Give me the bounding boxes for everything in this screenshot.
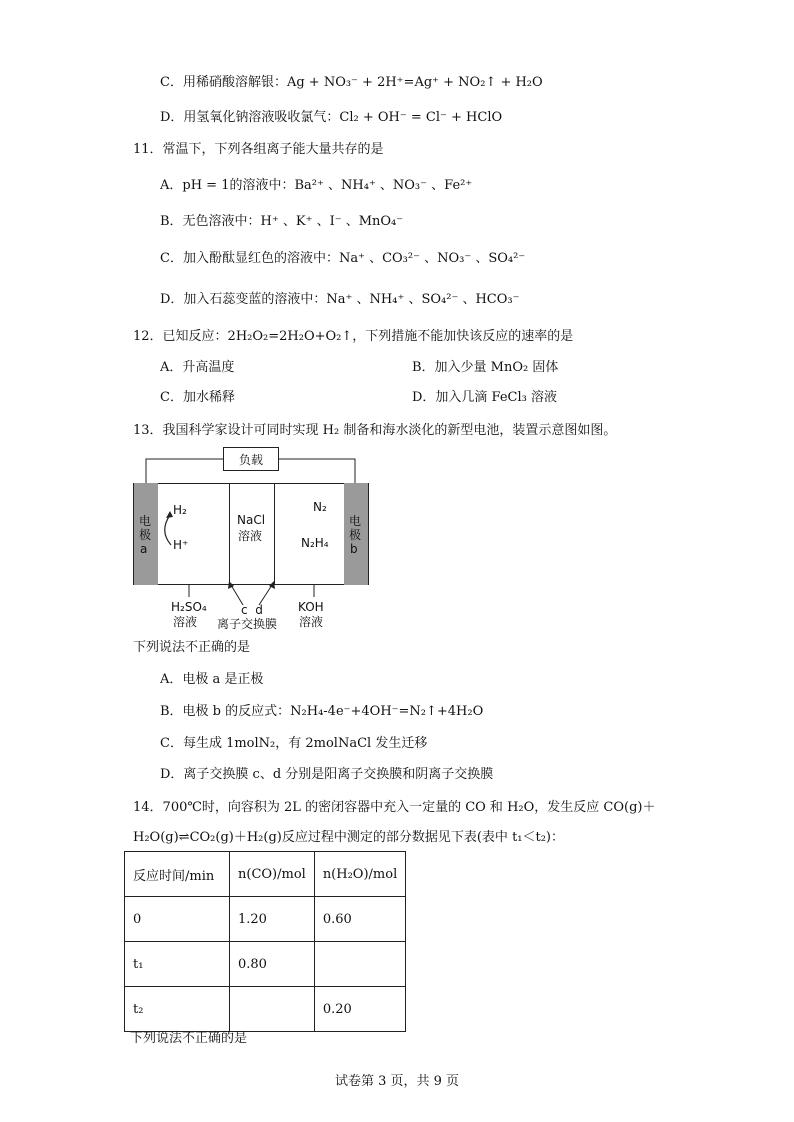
table-cell: t₂ <box>125 987 230 1032</box>
table-row <box>125 897 406 942</box>
table-row <box>125 987 406 1032</box>
q13-option-b: B．电极 b 的反应式：N₂H₄-4e⁻+4OH⁻=N₂↑+4H₂O <box>160 704 484 719</box>
label-membranes-cd: c d <box>241 603 263 617</box>
table-cell: 1.20 <box>230 897 315 942</box>
membrane-d <box>274 483 275 585</box>
q14-stem-line-1: 14．700℃时，向容积为 2L 的密闭容器中充入一定量的 CO 和 H₂O，发生反应 CO(g)＋ <box>133 800 656 815</box>
q13-stem: 13．我国科学家设计可同时实现 H₂ 制备和海水淡化的新型电池，装置示意图如图。 <box>133 423 617 438</box>
table-cell: 0.60 <box>314 897 405 942</box>
table-cell: 0.20 <box>314 987 405 1032</box>
q11-option-a: A．pH = 1的溶液中：Ba²⁺ 、NH₄⁺ 、NO₃⁻ 、Fe²⁺ <box>160 178 473 193</box>
q12-option-b: B．加入少量 MnO₂ 固体 <box>412 360 559 375</box>
q11-option-c: C．加入酚酞显红色的溶液中：Na⁺ 、CO₃²⁻ 、NO₃⁻ 、SO₄²⁻ <box>160 251 526 266</box>
electrode-a-char-3: a <box>140 542 148 556</box>
q12-stem: 12．已知反应：2H₂O₂=2H₂O+O₂↑，下列措施不能加快该反应的速率的是 <box>133 329 574 344</box>
q13-option-c: C．每生成 1molN₂，有 2molNaCl 发生迁移 <box>160 736 428 751</box>
header-n-h2o: n(H₂O)/mol <box>314 852 405 897</box>
q12-option-d: D．加入几滴 FeCl₃ 溶液 <box>412 390 558 405</box>
middle-solution: 溶液 <box>238 529 263 543</box>
q14-stem-line-2: H₂O(g)⇌CO₂(g)＋H₂(g)反应过程中测定的部分数据见下表(表中 t₁＜t₂)： <box>133 830 565 845</box>
label-koh: KOH <box>298 600 324 614</box>
battery-diagram <box>133 445 373 640</box>
load-box <box>223 447 279 471</box>
electrode-b-char-1: 电 <box>349 514 362 528</box>
right-reactant-n2h4: N₂H₄ <box>301 536 329 550</box>
q14-prompt: 下列说法不正确的是 <box>130 1031 248 1046</box>
middle-nacl: NaCl <box>237 513 266 527</box>
left-reactant-h-ion: H⁺ <box>173 538 189 552</box>
label-ion-exchange-membrane: 离子交换膜 <box>217 617 278 631</box>
page-footer: 试卷第 3 页，共 9 页 <box>334 1074 460 1089</box>
table-cell: 0 <box>125 897 230 942</box>
q13-option-d: D．离子交换膜 c、d 分别是阳离子交换膜和阴离子交换膜 <box>160 767 494 782</box>
left-product-h2: H₂ <box>173 503 187 517</box>
q13-prompt: 下列说法不正确的是 <box>133 640 251 655</box>
electrode-b-char-2: 极 <box>349 528 362 542</box>
membrane-c <box>229 483 230 585</box>
label-h2so4-solution: 溶液 <box>173 615 198 629</box>
label-h2so4: H₂SO₄ <box>171 600 207 614</box>
q11-option-b: B．无色溶液中：H⁺ 、K⁺ 、I⁻ 、MnO₄⁻ <box>160 214 404 229</box>
q11-stem: 11．常温下，下列各组离子能大量共存的是 <box>133 142 384 157</box>
right-product-n2: N₂ <box>313 500 327 514</box>
q11-option-d: D．加入石蕊变蓝的溶液中：Na⁺ 、NH₄⁺ 、SO₄²⁻ 、HCO₃⁻ <box>160 292 520 307</box>
table-row <box>125 942 406 987</box>
table-cell <box>230 987 315 1032</box>
header-n-co: n(CO)/mol <box>230 852 315 897</box>
table-cell: t₁ <box>125 942 230 987</box>
label-koh-solution: 溶液 <box>299 615 324 629</box>
q10-option-c: C．用稀硝酸溶解银：Ag + NO₃⁻ + 2H⁺=Ag⁺ + NO₂↑ + H₂O <box>160 75 543 90</box>
electrode-a-char-2: 极 <box>139 528 152 542</box>
q10-option-d: D．用氢氧化钠溶液吸收氯气：Cl₂ + OH⁻ = Cl⁻ + HClO <box>160 110 503 125</box>
table-cell: 0.80 <box>230 942 315 987</box>
table-header-row <box>125 852 406 897</box>
header-time: 反应时间/min <box>125 852 230 897</box>
load-label: 负载 <box>238 452 263 467</box>
q12-option-c: C．加水稀释 <box>160 390 235 405</box>
electrode-a-char-1: 电 <box>139 514 152 528</box>
table-cell <box>314 942 405 987</box>
electrode-b-char-3: b <box>350 542 358 556</box>
q13-option-a: A．电极 a 是正极 <box>160 672 264 687</box>
q14-data-table <box>124 851 406 1032</box>
q12-option-a: A．升高温度 <box>160 360 235 375</box>
